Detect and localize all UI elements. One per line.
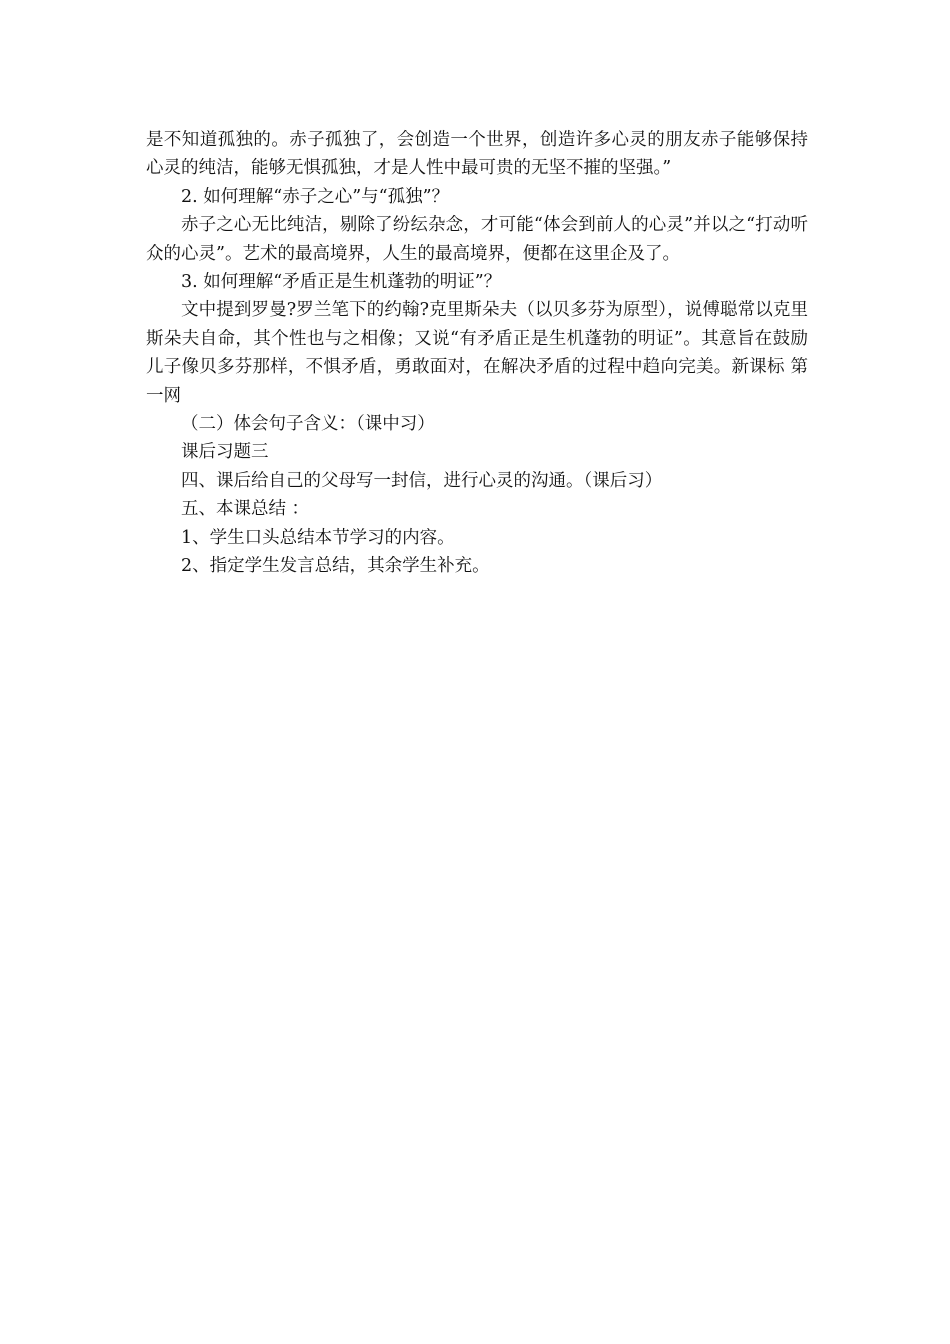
summary-item-2: 2、指定学生发言总结，其余学生补充。: [181, 556, 490, 577]
question-3-heading: 3. 如何理解“矛盾正是生机蓬勃的明证”？: [181, 272, 502, 293]
summary-item-1: 1、学生口头总结本节学习的内容。: [181, 527, 455, 548]
question-2-heading: 2. 如何理解“赤子之心”与“孤独”？: [181, 186, 450, 207]
paragraph-continuation: 是不知道孤独的。赤子孤独了，会创造一个世界，创造许多心灵的朋友赤子能够保持心灵的纯洁，能够无惧孤独，才是人性中最可贵的无坚不摧的坚强。”: [146, 130, 808, 179]
section-five-heading: 五、本课总结 ：: [181, 499, 310, 520]
section-sentence-meaning: （二）体会句子含义：（课中习）: [181, 414, 435, 435]
exercise-three-line: 课后习题三: [181, 442, 269, 463]
answer-3-paragraph: 文中提到罗曼?罗兰笔下的约翰?克里斯朵夫（以贝多芬为原型），说傅聪常以克里斯朵夫自命，其个性也与之相像；又说“有矛盾正是生机蓬勃的明证”。其意旨在鼓励儿子像贝多芬那样，不惧矛盾，勇敢面对，在解决矛盾的过程中趋向完美。新课标 第一网: [146, 300, 808, 406]
section-four-line: 四、课后给自己的父母写一封信，进行心灵的沟通。（课后习）: [181, 470, 663, 491]
document-body: [146, 126, 808, 581]
answer-2-paragraph: 赤子之心无比纯洁，剔除了纷纭杂念，才可能“体会到前人的心灵”并以之“打动听众的心灵”。艺术的最高境界，人生的最高境界，便都在这里企及了。: [146, 215, 808, 264]
